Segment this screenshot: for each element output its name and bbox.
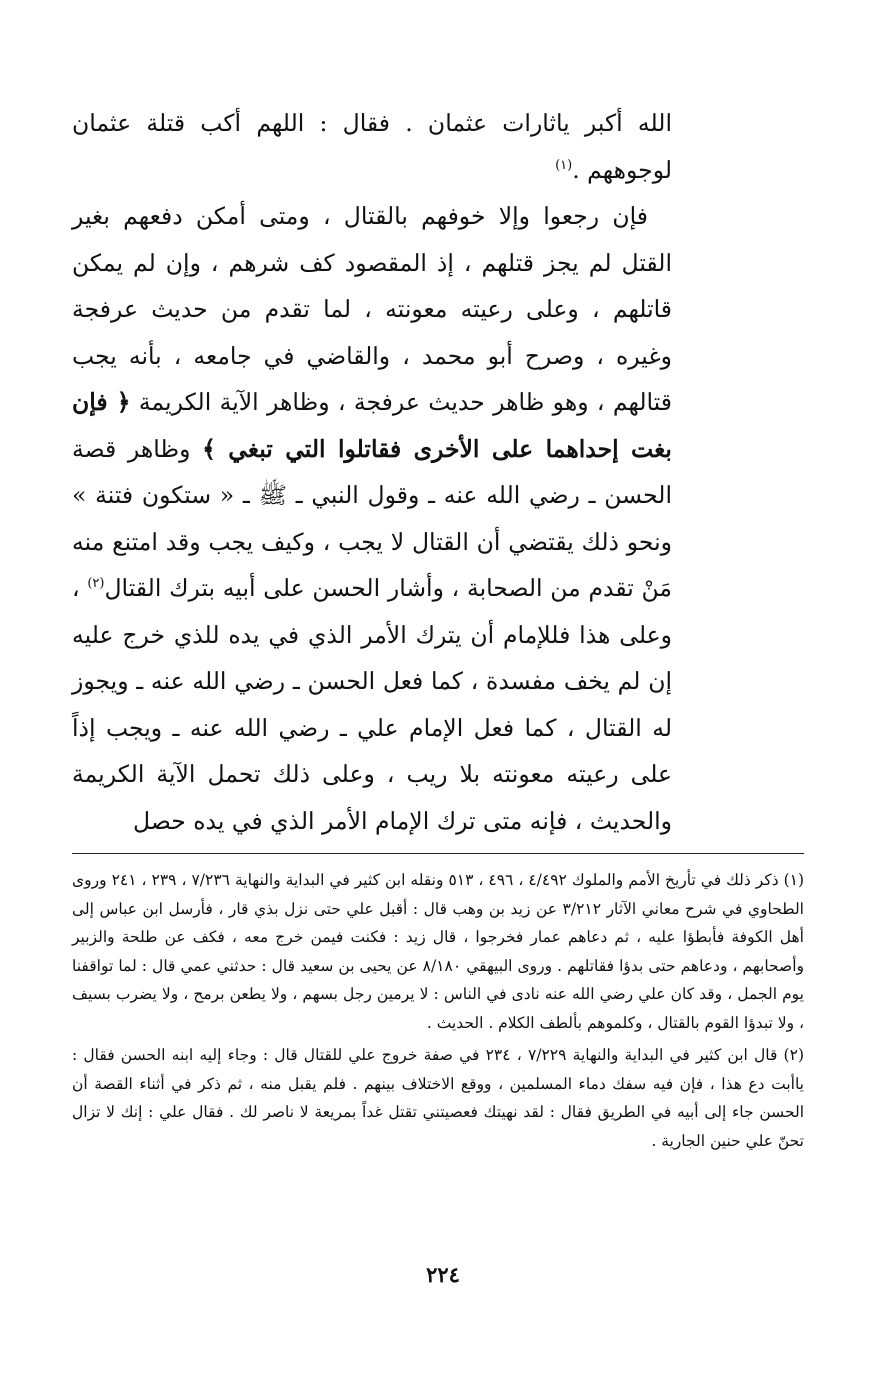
footnote-ref-2: (٢) [87, 576, 105, 592]
page-number: ٢٢٤ [426, 1262, 460, 1287]
paragraph-2-text-a: فإن رجعوا وإلا خوفهم بالقتال ، ومتى أمكن دفعهم بغير القتل لم يجز قتلهم ، إذ المقصود كف شرهم ، وإن لم يمكن قاتلهم ، وعلى رعيته معونته ، لما تقدم من حديث عرفجة وغيره ، وصرح أبو محمد ، والقاضي في جامعه ، بأنه يجب قتالهم ، وهو ظاهر حديث عرفجة ، وظاهر الآية الكريمة [72, 202, 672, 416]
paragraph-1 [72, 100, 672, 193]
paragraph-1-text: الله أكبر ياثارات عثمان . فقال : اللهم أكب قتلة عثمان لوجوههم . [72, 109, 672, 184]
paragraph-2-text-c: ، وعلى هذا فللإمام أن يترك الأمر الذي في يده للذي خرج عليه إن لم يخف مفسدة ، كما فعل الحسن ـ رضي الله عنه ـ ويجوز له القتال ، كما فعل الإمام علي ـ رضي الله عنه ـ ويجب إذاً على رعيته معونته بلا ريب ، وعلى ذلك تحمل الآية الكريمة والحديث ، فإنه متى ترك الإمام الأمر الذي في يده حصل [72, 574, 672, 835]
paragraph-2 [72, 193, 672, 844]
footnote-divider [72, 853, 804, 854]
main-text [72, 100, 672, 844]
footnote-ref-1: (١) [555, 157, 573, 173]
footnote-1: (١) ذكر ذلك في تأريخ الأمم والملوك ٤/٤٩٢ ، ٤٩٦ ، ٥١٣ ونقله ابن كثير في البداية والنهاية ٧/٢٣٦ ، ٢٣٩ ، ٢٤١ وروى الطحاوي في شرح معاني الآثار ٣/٢١٢ عن زيد بن وهب قال : أقبل علي حتى نزل بذي قار ، فأرسل ابن عباس إلى أهل الكوفة فأبطؤا عليه ، ثم دعاهم عمار فخرجوا ، قال زيد : فكنت فيمن خرج معه ، فكف عن طلحة والزبير وأصحابهم ، ودعاهم حتى بدؤا فقاتلهم . وروى البيهقي ٨/١٨٠ عن يحيى بن سعيد قال : حدثني عمي قال : لما تواقفنا يوم الجمل ، وقد كان علي رضي الله عنه نادى في الناس : لا يرمين رجل بسهم ، ولا يطعن برمح ، ولا يضرب بسيف ، ولا تبدؤا القوم بالقتال ، وكلموهم بألطف الكلام . الحديث . [72, 871, 805, 1032]
footnotes [72, 866, 804, 1155]
quran-verse: ﴿ فإن بغت إحداهما على الأخرى فقاتلوا التي تبغي ﴾ [72, 388, 672, 463]
paragraph-2-text-b: وظاهر قصة الحسن ـ رضي الله عنه ـ وقول النبي ـ ﷺ ـ « ستكون فتنة » ونحو ذلك يقتضي أن القتال لا يجب ، وكيف يجب وقد امتنع منه مَنْ تقدم من الصحابة ، وأشار الحسن على أبيه بترك القتال [72, 434, 672, 602]
footnote-2: (٢) قال ابن كثير في البداية والنهاية ٧/٢٢٩ ، ٢٣٤ في صفة خروج علي للقتال قال : وجاء إليه ابنه الحسن فقال : ياأبت دع هذا ، فإن فيه سفك دماء المسلمين ، ووقع الاختلاف بينهم . فلم يقبل منه ، ثم ذكر في أثناء القصة أن الحسن جاء إلى أبيه في الطريق فقال : لقد نهيتك فعصيتني تقتل غداً بمريعة لا ناصر لك . فقال علي : إنك لا تزال تحنّ علي حنين الجارية . [72, 1046, 804, 1150]
